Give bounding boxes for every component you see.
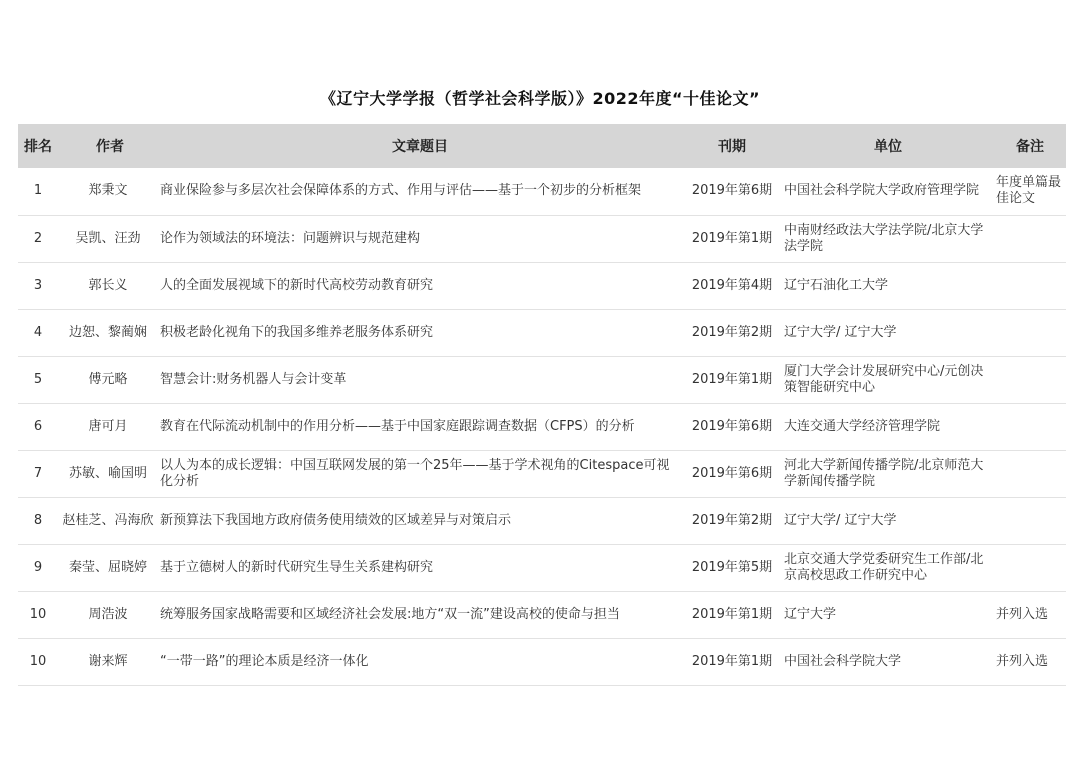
page-title: 《辽宁大学学报（哲学社会科学版）》2022年度“十佳论文” <box>319 89 761 108</box>
cell-unit: 辽宁石油化工大学 <box>784 277 889 293</box>
table-row <box>18 168 1066 215</box>
cell-issue: 2019年第6期 <box>691 183 773 199</box>
cell-rank: 8 <box>33 512 43 528</box>
cell-author: 赵桂芝、冯海欣 <box>62 512 154 528</box>
cell-issue: 2019年第1期 <box>691 653 773 669</box>
cell-title: 论作为领域法的环境法：问题辨识与规范建构 <box>160 230 421 246</box>
header-issue: 刊期 <box>718 139 746 155</box>
cell-unit: 中国社会科学院大学 <box>784 653 902 669</box>
cell-rank: 7 <box>33 465 43 481</box>
cell-rank: 1 <box>33 183 43 199</box>
cell-title: 基于立德树人的新时代研究生导生关系建构研究 <box>160 559 434 575</box>
cell-author: 谢来辉 <box>88 653 128 669</box>
cell-unit: 厦门大学会计发展研究中心/元创决策智能研究中心 <box>784 363 984 395</box>
cell-unit: 大连交通大学经济管理学院 <box>784 418 941 434</box>
cell-issue: 2019年第1期 <box>691 371 773 387</box>
header-rank: 排名 <box>24 139 52 155</box>
cell-rank: 10 <box>29 653 47 669</box>
cell-title: 统筹服务国家战略需要和区域经济社会发展:地方“双一流”建设高校的使命与担当 <box>160 606 620 622</box>
cell-note <box>994 497 1066 544</box>
cell-unit: 辽宁大学 <box>784 606 837 622</box>
cell-title: 教育在代际流动机制中的作用分析——基于中国家庭跟踪调查数据（CFPS）的分析 <box>160 418 635 434</box>
cell-note <box>994 544 1066 591</box>
cell-issue: 2019年第1期 <box>691 230 773 246</box>
cell-unit: 河北大学新闻传播学院/北京师范大学新闻传播学院 <box>784 457 984 489</box>
cell-author: 苏敏、喻国明 <box>68 465 147 481</box>
cell-note <box>994 403 1066 450</box>
cell-note <box>994 356 1066 403</box>
cell-unit: 辽宁大学/ 辽宁大学 <box>784 324 897 340</box>
cell-title: 商业保险参与多层次社会保障体系的方式、作用与评估——基于一个初步的分析框架 <box>160 183 642 199</box>
table-row <box>18 262 1066 309</box>
table-row <box>18 215 1066 262</box>
table-row <box>18 497 1066 544</box>
header-unit: 单位 <box>874 139 902 155</box>
cell-title: 积极老龄化视角下的我国多维养老服务体系研究 <box>160 324 434 340</box>
cell-note <box>994 262 1066 309</box>
cell-issue: 2019年第4期 <box>691 277 773 293</box>
cell-unit: 辽宁大学/ 辽宁大学 <box>784 512 897 528</box>
cell-issue: 2019年第2期 <box>691 512 773 528</box>
cell-unit: 北京交通大学党委研究生工作部/北京高校思政工作研究中心 <box>784 551 984 583</box>
cell-rank: 6 <box>33 418 43 434</box>
cell-title: 新预算法下我国地方政府债务使用绩效的区域差异与对策启示 <box>160 512 512 528</box>
cell-note <box>994 215 1066 262</box>
table-row <box>18 638 1066 685</box>
cell-rank: 2 <box>33 230 43 246</box>
cell-title: “一带一路”的理论本质是经济一体化 <box>160 653 369 669</box>
cell-issue: 2019年第6期 <box>691 418 773 434</box>
cell-note <box>994 450 1066 497</box>
cell-author: 秦莹、屈晓婷 <box>68 559 147 575</box>
cell-author: 边恕、黎蔺娴 <box>68 324 147 340</box>
cell-issue: 2019年第2期 <box>691 324 773 340</box>
cell-unit: 中国社会科学院大学政府管理学院 <box>784 183 980 199</box>
cell-rank: 3 <box>33 277 43 293</box>
cell-rank: 9 <box>33 559 43 575</box>
cell-note <box>994 309 1066 356</box>
cell-title: 智慧会计:财务机器人与会计变革 <box>160 371 347 387</box>
table-header-row <box>18 124 1066 168</box>
cell-rank: 5 <box>33 371 43 387</box>
cell-author: 郑秉文 <box>88 183 128 199</box>
table-row <box>18 591 1066 638</box>
cell-author: 傅元略 <box>88 371 128 387</box>
cell-rank: 4 <box>33 324 43 340</box>
table-row <box>18 403 1066 450</box>
table-row <box>18 309 1066 356</box>
header-title: 文章题目 <box>392 139 448 155</box>
cell-rank: 10 <box>29 606 47 622</box>
award-table <box>18 124 1066 686</box>
cell-note: 并列入选 <box>996 606 1049 622</box>
table-row <box>18 356 1066 403</box>
cell-issue: 2019年第5期 <box>691 559 773 575</box>
cell-title: 人的全面发展视域下的新时代高校劳动教育研究 <box>160 277 434 293</box>
cell-issue: 2019年第1期 <box>691 606 773 622</box>
cell-note: 年度单篇最佳论文 <box>996 175 1062 207</box>
cell-author: 郭长义 <box>88 277 128 293</box>
cell-title: 以人为本的成长逻辑：中国互联网发展的第一个25年——基于学术视角的Citespace可视化分析 <box>160 457 670 489</box>
cell-author: 吴凯、汪劲 <box>75 230 141 246</box>
cell-author: 唐可月 <box>88 418 128 434</box>
table-row <box>18 544 1066 591</box>
header-note: 备注 <box>1016 139 1044 155</box>
cell-author: 周浩波 <box>88 606 128 622</box>
header-author: 作者 <box>96 139 124 155</box>
table-row <box>18 450 1066 497</box>
cell-issue: 2019年第6期 <box>691 465 773 481</box>
cell-unit: 中南财经政法大学法学院/北京大学法学院 <box>784 222 984 254</box>
cell-note: 并列入选 <box>996 653 1049 669</box>
